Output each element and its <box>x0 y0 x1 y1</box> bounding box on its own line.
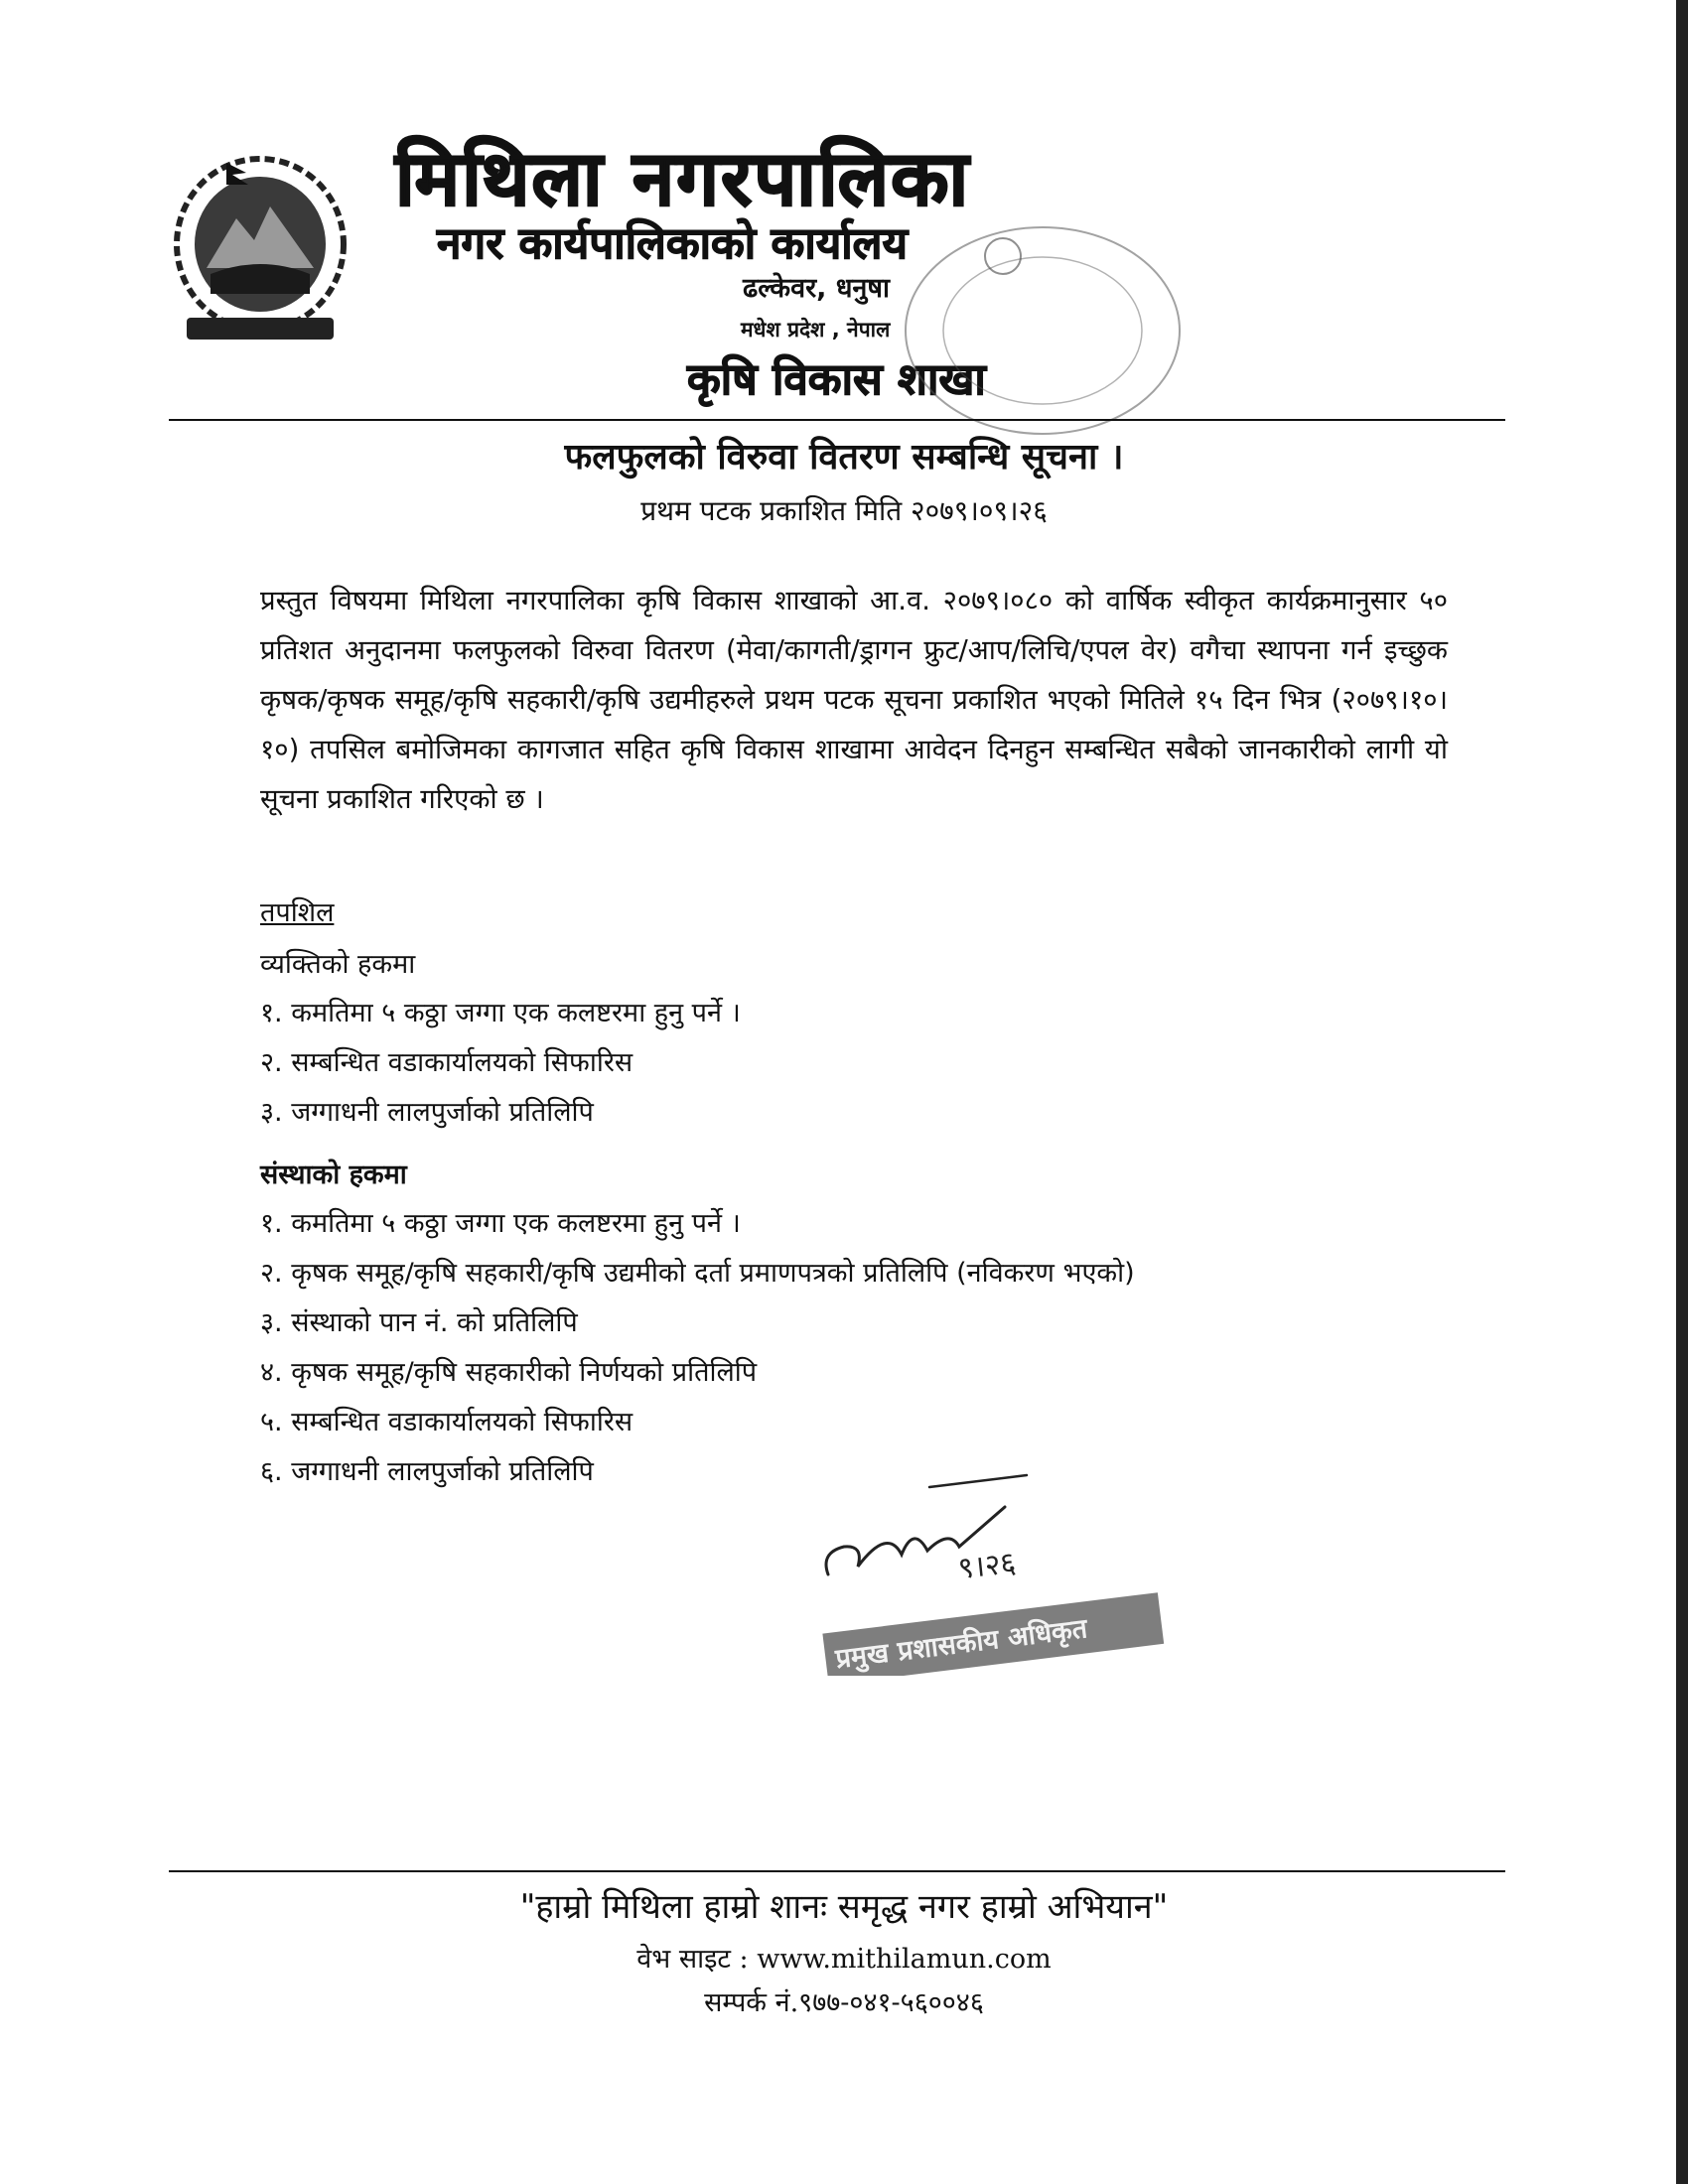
list-item: २. कृषक समूह/कृषि सहकारी/कृषि उद्यमीको दर्ता प्रमाणपत्रको प्रतिलिपि (नविकरण भएको) <box>260 1258 1135 1289</box>
designation-stamp: प्रमुख प्रशासकीय अधिकृत <box>833 1613 1089 1676</box>
notice-body: प्रस्तुत विषयमा मिथिला नगरपालिका कृषि विकास शाखाको आ.व. २०७९।०८० को वार्षिक स्वीकृत कार्यक्रमानुसार ५० प्रतिशत अनुदानमा फलफुलको विरुवा वितरण (मेवा/कागती/ड्रागन फ्रुट/आप/लिचि/एपल वेर) वगैचा स्थापना गर्न इच्छुक कृषक/कृषक समूह/कृषि सहकारी/कृषि उद्यमीहरुले प्रथम पटक सूचना प्रकाशित भएको मितिले १५ दिन भित्र (२०७९।१०।१०) तपसिल बमोजिमका कागजात सहित कृषि विकास शाखामा आवेदन दिनहुन सम्बन्धित सबैको जानकारीको लागी यो सूचना प्रकाशित गरिएको छ । <box>260 585 1448 815</box>
list-item: ६. जग्गाधनी लालपुर्जाको प्रतिलिपि <box>260 1456 594 1487</box>
branch-name: कृषि विकास शाखा <box>687 354 986 405</box>
list-item: २. सम्बन्धित वडाकार्यालयको सिफारिस <box>260 1047 633 1078</box>
list-item: १. कमतिमा ५ कठ्ठा जग्गा एक कलष्टरमा हुनु पर्ने । <box>260 1208 741 1239</box>
scan-border <box>1676 0 1688 2184</box>
list-item: ३. संस्थाको पान नं. को प्रतिलिपि <box>260 1307 578 1338</box>
footer-slogan: "हाम्रो मिथिला हाम्रो शानः समृद्ध नगर हाम्रो अभियान" <box>519 1887 1169 1927</box>
list-item: १. कमतिमा ५ कठ्ठा जग्गा एक कलष्टरमा हुनु पर्ने । <box>260 998 741 1028</box>
individual-section <box>260 941 1501 1138</box>
tapashil-section <box>260 889 1501 937</box>
list-item: ५. सम्बन्धित वडाकार्यालयको सिफारिस <box>260 1407 633 1437</box>
footer-divider <box>169 1870 1505 1872</box>
footer-contact: सम्पर्क नं.९७७-०४१-५६००४६ <box>704 1987 984 2018</box>
signature-stamp <box>810 1467 1168 1676</box>
tapashil-heading: तपशिल <box>260 897 335 928</box>
list-item: ३. जग्गाधनी लालपुर्जाको प्रतिलिपि <box>260 1097 594 1128</box>
individual-requirements <box>260 989 1501 1138</box>
nepal-emblem-icon <box>167 149 353 347</box>
office-province: मधेश प्रदेश , नेपाल <box>741 318 891 341</box>
header-divider <box>169 419 1505 421</box>
published-date: प्रथम पटक प्रकाशित मिति २०७९।०९।२६ <box>640 494 1048 527</box>
organization-requirements <box>260 1199 1501 1497</box>
office-name: नगर कार्यपालिकाको कार्यालय <box>437 218 908 269</box>
municipality-title: मिथिला नगरपालिका <box>395 134 971 222</box>
office-address: ढल्केवर, धनुषा <box>743 273 891 304</box>
signature-date: ९।२६ <box>956 1546 1018 1586</box>
individual-heading: व्यक्तिको हकमा <box>260 949 416 980</box>
list-item: ४. कृषक समूह/कृषि सहकारीको निर्णयको प्रतिलिपि <box>260 1357 758 1388</box>
notice-title: फलफुलको विरुवा वितरण सम्बन्धि सूचना । <box>564 437 1124 478</box>
organization-heading: संस्थाको हकमा <box>260 1160 407 1190</box>
office-seal-icon <box>894 216 1192 445</box>
footer-website: वेभ साइट : www.mithilamun.com <box>636 1944 1052 1975</box>
organization-section <box>260 1152 1501 1497</box>
